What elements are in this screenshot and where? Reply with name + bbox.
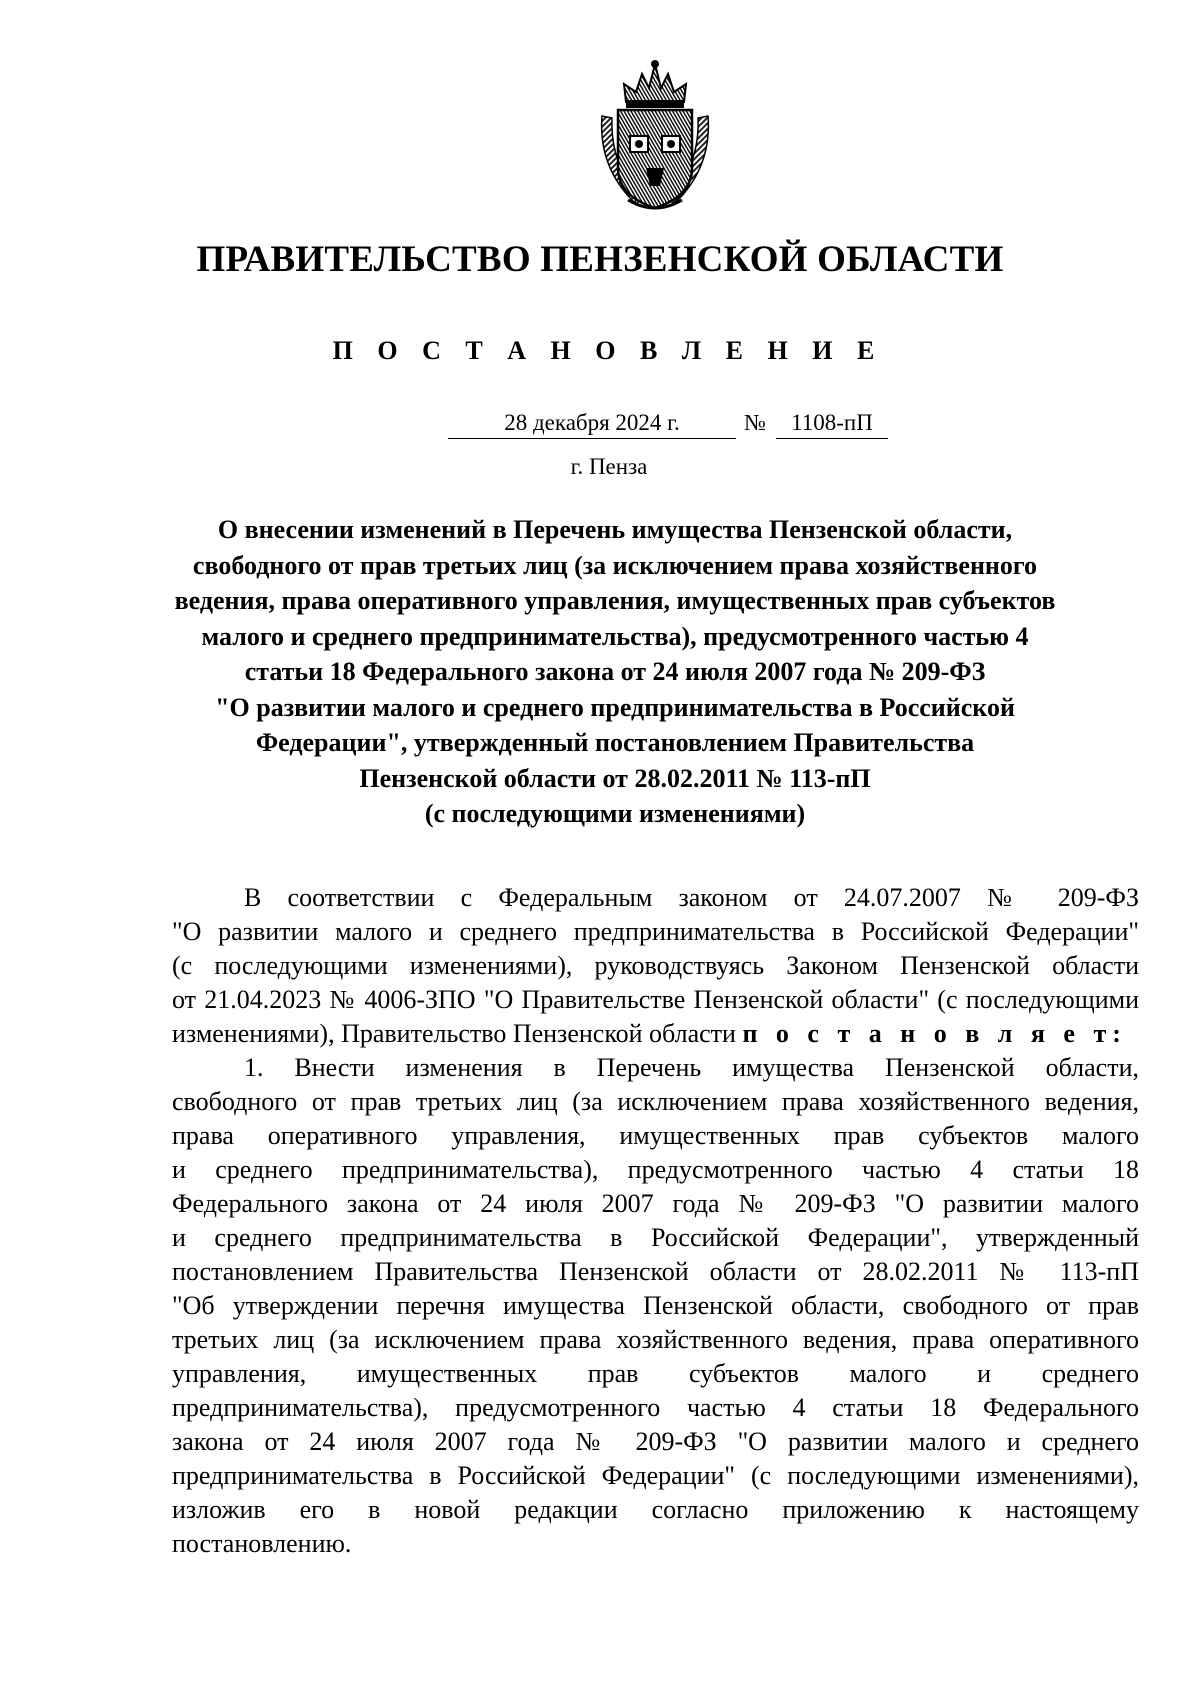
heading-line: Федерации", утвержденный постановлением Правительства: [255, 728, 975, 757]
body-line: управления, имущественных прав субъектов малого и среднего: [172, 1359, 1139, 1388]
heading-line: статьи 18 Федерального закона от 24 июля 2007 года № 209-ФЗ: [244, 657, 986, 686]
body-line: от 21.04.2023 № 4006-ЗПО "О Правительстве Пензенской области" (с последующими: [172, 985, 1139, 1014]
heading-line: малого и среднего предпринимательства), предусмотренного частью 4: [201, 621, 1029, 651]
body-line: (с последующими изменениями), руководствуясь Законом Пензенской области: [172, 951, 1139, 980]
body-line: Федерального закона от 24 июля 2007 года № 209-ФЗ "О развитии малого: [172, 1189, 1139, 1218]
heading-line: (с последующими изменениями): [424, 799, 806, 828]
item-1-paragraph: [172, 1051, 1139, 1561]
organization-title: ПРАВИТЕЛЬСТВО ПЕНЗЕНСКОЙ ОБЛАСТИ: [196, 239, 1004, 280]
body-line: постановлению.: [172, 1529, 352, 1558]
body-line: постановлением Правительства Пензенской области от 28.02.2011 № 113-пП: [172, 1257, 1139, 1286]
document-number: 1108-пП: [776, 408, 888, 439]
body-line: В соответствии с Федеральным законом от 24.07.2007 № 209-ФЗ: [244, 883, 1139, 912]
body-line: предпринимательства), предусмотренного частью 4 статьи 18 Федерального: [172, 1393, 1139, 1422]
body-line: права оперативного управления, имущественных прав субъектов малого: [172, 1121, 1139, 1150]
body-line: изложив его в новой редакции согласно приложению к настоящему: [172, 1495, 1139, 1524]
document-body: [172, 881, 1139, 1561]
document-date: 28 декабря 2024 г.: [448, 408, 736, 439]
preamble-last-text: изменениями), Правительство Пензенской области: [172, 1019, 743, 1048]
body-line: закона от 24 июля 2007 года № 209-ФЗ "О развитии малого и среднего: [172, 1427, 1139, 1456]
coat-of-arms-icon: [596, 58, 714, 214]
body-line: и среднего предпринимательства), предусмотренного частью 4 статьи 18: [172, 1155, 1139, 1184]
resolve-word: п о с т а н о в л я е т:: [742, 1019, 1127, 1048]
body-line: 1. Внести изменения в Перечень имущества Пензенской области,: [244, 1053, 1139, 1082]
body-line: [172, 1017, 1139, 1051]
document-heading: [170, 512, 1060, 832]
body-line: третьих лиц (за исключением права хозяйственного ведения, права оперативного: [172, 1325, 1139, 1354]
body-line: "Об утверждении перечня имущества Пензенской области, свободного от прав: [172, 1291, 1139, 1320]
number-sign: №: [744, 410, 766, 435]
body-line: и среднего предпринимательства в Российской Федерации", утвержденный: [172, 1223, 1139, 1252]
body-line: свободного от прав третьих лиц (за исключением права хозяйственного ведения,: [172, 1087, 1139, 1116]
body-line: "О развитии малого и среднего предпринимательства в Российской Федерации": [172, 917, 1139, 946]
heading-line: ведения, права оперативного управления, имущественных прав субъектов: [174, 586, 1056, 615]
heading-line: Пензенской области от 28.02.2011 № 113-пП: [359, 763, 871, 793]
heading-line: свободного от прав третьих лиц (за исключением права хозяйственного: [192, 550, 1038, 580]
body-line: предпринимательства в Российской Федерации" (с последующими изменениями),: [172, 1461, 1139, 1490]
preamble-paragraph: [172, 881, 1139, 1051]
document-type: П О С Т А Н О В Л Е Н И Е: [332, 336, 884, 365]
heading-line: "О развитии малого и среднего предпринимательства в Российской: [215, 692, 1015, 722]
heading-line: О внесении изменений в Перечень имущества Пензенской области,: [217, 515, 1013, 544]
document-city: г. Пенза: [570, 454, 648, 479]
